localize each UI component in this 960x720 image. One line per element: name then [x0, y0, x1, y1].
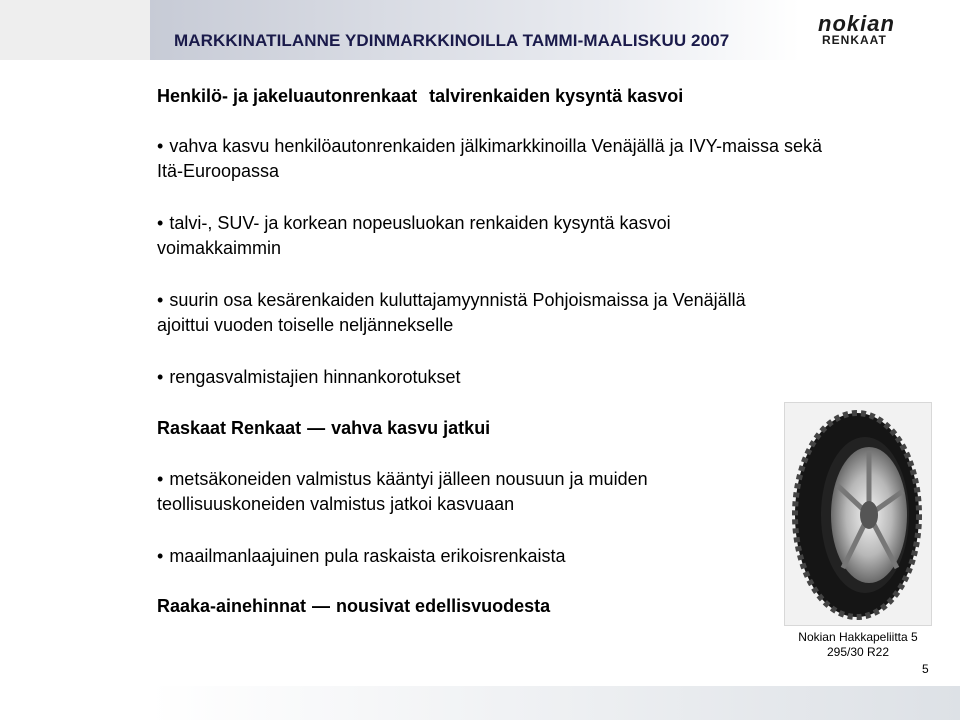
bullet-icon: • [157, 367, 164, 387]
logo-subtitle: RENKAAT [822, 33, 887, 47]
footer-band [150, 686, 960, 720]
page-number: 5 [922, 662, 929, 676]
bullet-icon: • [157, 213, 164, 233]
bullet-item [157, 288, 777, 338]
section-heading [157, 86, 683, 107]
image-caption-line2: 295/30 R22 [826, 645, 890, 659]
slide-title: MARKKINATILANNE YDINMARKKINOILLA TAMMI-MAALISKUU 2007 [174, 31, 730, 50]
heading-rest: nousivat edellisvuodesta [336, 596, 551, 616]
bullet-item [157, 365, 777, 390]
heading-dash: — [312, 596, 331, 616]
bullet-text: suurin osa kesärenkaiden kuluttajamyynnistä Pohjoismaissa ja Venäjällä ajoittui vuoden toiselle neljännekselle [157, 290, 746, 335]
logo-wordmark: nokian [818, 11, 895, 36]
nokian-renkaat-logo [818, 11, 928, 47]
heading-main: Raskaat Renkaat [157, 418, 302, 438]
bullet-text: vahva kasvu henkilöautonrenkaiden jälkimarkkinoilla Venäjällä ja IVY-maissa sekä Itä-Euroopassa [157, 136, 823, 181]
winter-tire-image [784, 402, 932, 626]
section-heading [157, 418, 490, 439]
header-left-panel [0, 0, 150, 60]
heading-dash: — [307, 418, 326, 438]
bullet-item [157, 544, 757, 569]
bullet-item [157, 467, 757, 517]
bullet-item [157, 211, 777, 261]
bullet-icon: • [157, 136, 164, 156]
section-heading [157, 596, 550, 617]
heading-rest: vahva kasvu jatkui [331, 418, 491, 438]
bullet-icon: • [157, 469, 164, 489]
heading-main: Henkilö- ja jakeluautonrenkaat [157, 86, 418, 106]
bullet-text: metsäkoneiden valmistus kääntyi jälleen nousuun ja muiden teollisuuskoneiden valmistus jatkoi kasvuaan [157, 469, 648, 514]
image-caption-line1: Nokian Hakkapeliitta 5 [798, 630, 918, 644]
bullet-text: talvi-, SUV- ja korkean nopeusluokan renkaiden kysyntä kasvoi voimakkaimmin [157, 213, 671, 258]
bullet-text: rengasvalmistajien hinnankorotukset [169, 367, 461, 387]
header-band [150, 0, 800, 60]
tire-icon [785, 403, 931, 625]
heading-rest: talvirenkaiden kysyntä kasvoi [429, 86, 684, 106]
heading-main: Raaka-ainehinnat [157, 596, 307, 616]
bullet-text: maailmanlaajuinen pula raskaista erikoisrenkaista [169, 546, 566, 566]
bullet-icon: • [157, 290, 164, 310]
bullet-icon: • [157, 546, 164, 566]
bullet-item [157, 134, 847, 184]
